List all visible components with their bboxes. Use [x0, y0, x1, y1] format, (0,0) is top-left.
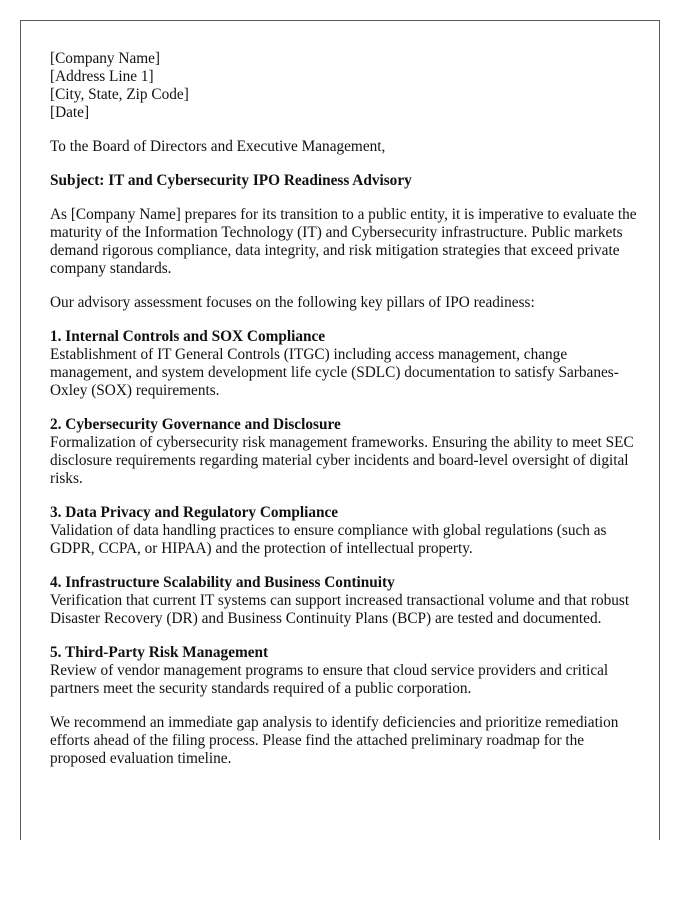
section-body: Review of vendor management programs to ensure that cloud service providers and critical partners meet the security standards required of a public corporation. — [50, 662, 609, 697]
letter-page — [20, 20, 660, 840]
salutation: To the Board of Directors and Executive Management, — [50, 138, 386, 155]
section-infrastructure — [50, 574, 640, 628]
letter-body — [50, 50, 640, 768]
section-cybersecurity — [50, 416, 640, 488]
section-body: Validation of data handling practices to ensure compliance with global regulations (such as GDPR, CCPA, or HIPAA) and the protection of intellectual property. — [50, 522, 607, 557]
closing-paragraph: We recommend an immediate gap analysis to identify deficiencies and prioritize remediation efforts ahead of the filing process. Please find the attached preliminary roadmap for the proposed evaluation timeline. — [50, 714, 619, 767]
address-block — [50, 50, 640, 122]
section-data-privacy — [50, 504, 640, 558]
company-name: [Company Name] — [50, 50, 161, 67]
subject-line: Subject: IT and Cybersecurity IPO Readiness Advisory — [50, 172, 412, 189]
section-title: 4. Infrastructure Scalability and Business Continuity — [50, 574, 395, 591]
section-body: Formalization of cybersecurity risk management frameworks. Ensuring the ability to meet SEC disclosure requirements regarding material cyber incidents and board-level oversight of digital risks. — [50, 434, 634, 487]
section-body: Establishment of IT General Controls (ITGC) including access management, change management, and system development life cycle (SDLC) documentation to satisfy Sarbanes-Oxley (SOX) requirements. — [50, 346, 619, 399]
address-line-1: [Address Line 1] — [50, 68, 154, 85]
intro-paragraph: As [Company Name] prepares for its transition to a public entity, it is imperative to evaluate the maturity of the Information Technology (IT) and Cybersecurity infrastructure. Public markets demand rigorous compliance, data integrity, and risk mitigation strategies that exceed private company standards. — [50, 206, 637, 277]
section-title: 1. Internal Controls and SOX Compliance — [50, 328, 326, 345]
letter-date: [Date] — [50, 104, 90, 121]
section-title: 5. Third-Party Risk Management — [50, 644, 269, 661]
section-body: Verification that current IT systems can support increased transactional volume and that robust Disaster Recovery (DR) and Business Continuity Plans (BCP) are tested and documented. — [50, 592, 630, 627]
lead-in-paragraph: Our advisory assessment focuses on the following key pillars of IPO readiness: — [50, 294, 535, 311]
section-title: 3. Data Privacy and Regulatory Compliance — [50, 504, 339, 521]
section-title: 2. Cybersecurity Governance and Disclosure — [50, 416, 341, 433]
section-sox — [50, 328, 640, 400]
section-third-party — [50, 644, 640, 698]
city-state-zip: [City, State, Zip Code] — [50, 86, 189, 103]
